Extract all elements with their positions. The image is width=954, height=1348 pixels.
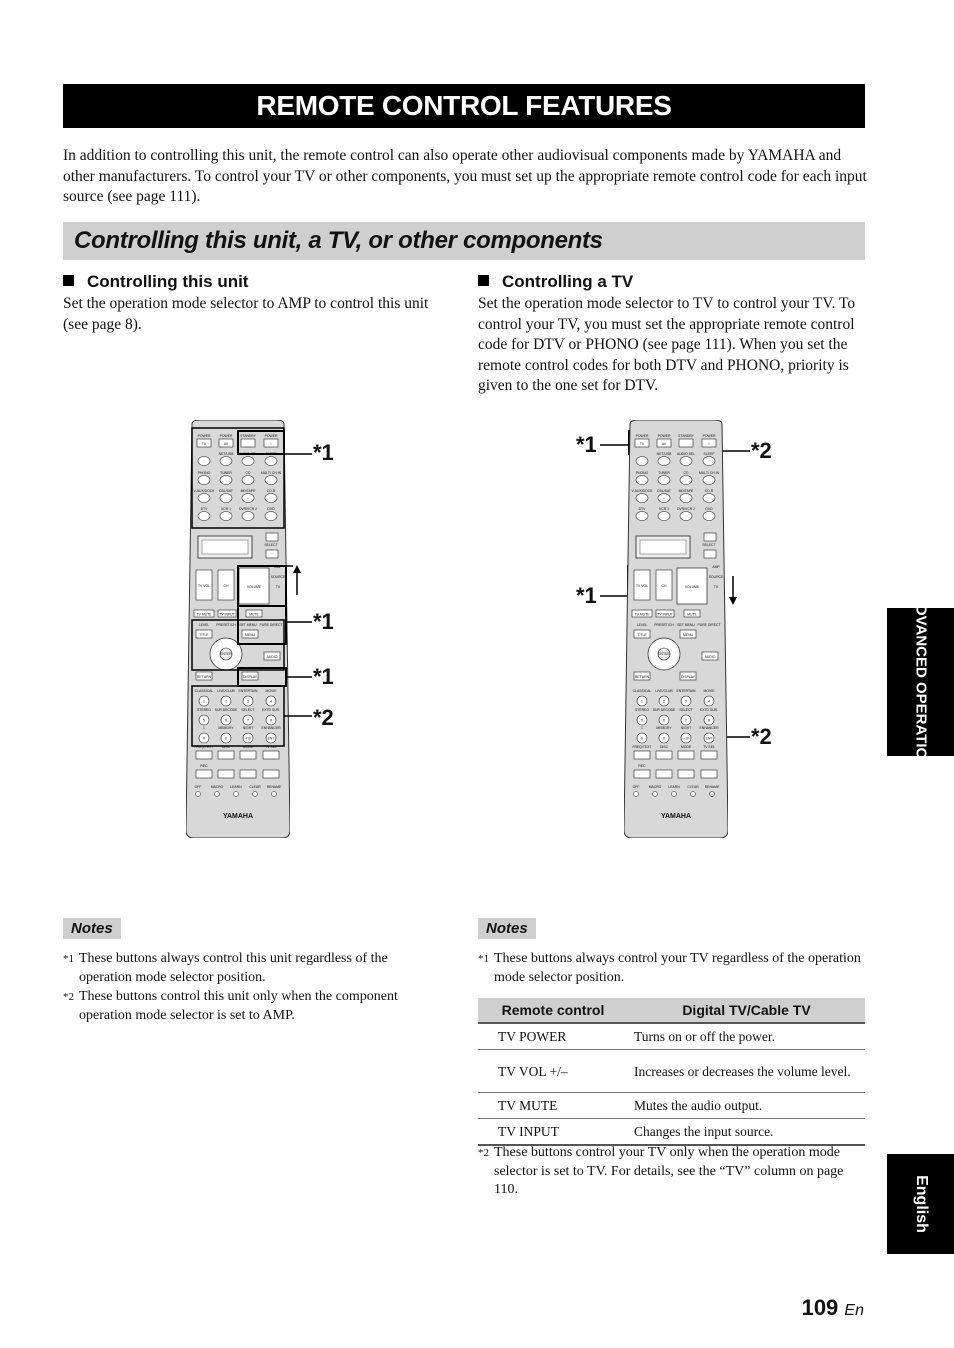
remote-button [634, 751, 650, 759]
remote-label: LIVE/CLUB [655, 689, 673, 693]
table-row: TV MUTE Mutes the audio output. [478, 1093, 865, 1119]
remote-label: 9 [641, 736, 643, 741]
remote-button [218, 770, 234, 778]
note-right-1: *1 These buttons always control your TV regardless of the operation mode selector position. [478, 951, 861, 985]
remote-label: V-AUX/DOCK [631, 489, 653, 493]
remote-label: POWER [635, 434, 649, 438]
remote-label: LEARN [668, 785, 680, 789]
remote-label: NIGHT [680, 726, 692, 730]
remote-label: 7 [247, 718, 249, 723]
remote-label: PURE DIRECT [697, 623, 721, 627]
remote-label: CH [223, 584, 229, 588]
remote-label: PHONO [635, 471, 649, 475]
note-right-2: *2 These buttons control your TV only when the operation mode selector is set to TV. For details, see the “TV” column on page 110. [478, 1145, 844, 1197]
remote-button [196, 751, 212, 759]
remote-display-screen [202, 540, 248, 554]
remote-label: DISPLAY [242, 675, 258, 679]
remote-label: REC [200, 764, 208, 768]
callout-right-1: *1 [576, 432, 597, 457]
side-tab-advanced-operation: ADVANCED OPERATION [887, 608, 954, 756]
remote-label: DVD [705, 507, 713, 511]
remote-label: PRESET/CH [216, 623, 236, 627]
remote-button [272, 792, 277, 797]
remote-label: LEVEL [636, 623, 648, 627]
remote-button [263, 770, 279, 778]
remote-label: SUR.DECODE [214, 708, 238, 712]
remote-label: CD-R [704, 489, 714, 493]
remote-label: 1 [641, 699, 643, 704]
remote-label: CBL/SAT [219, 489, 233, 493]
remote-label: +10 [683, 736, 689, 741]
intro-paragraph: In addition to controlling this unit, the remote control can also operate other audiovisual components made by YAMAHA and other manufacturers. To control your TV or other components, you must set up the appropriate remote control code for each input source (see page 111). [63, 147, 867, 205]
remote-button [234, 792, 239, 797]
remote-label: ENHANCER [699, 726, 719, 730]
remote-label: ENTER [220, 652, 232, 656]
remote-button [220, 512, 232, 521]
remote-button [265, 457, 277, 466]
remote-label: MULTI CH IN [260, 471, 282, 475]
remote-button [198, 494, 210, 503]
remote-label: 1 [203, 726, 205, 730]
remote-label: RETURN [634, 675, 650, 679]
remote-label: 0 [663, 736, 665, 741]
remote-button [701, 751, 717, 759]
remote-button [703, 476, 715, 485]
notes-label-right: Notes [478, 918, 536, 939]
callout-right-2: *2 [751, 438, 772, 463]
remote-label: PHONO [197, 471, 211, 475]
remote-label: 3 [685, 699, 687, 704]
remote-label: MUTE [687, 612, 697, 617]
remote-button [701, 770, 717, 778]
remote-label: MEMORY [218, 726, 234, 730]
callout-right-4: *2 [751, 724, 772, 749]
remote-button [198, 476, 210, 485]
remote-button [636, 512, 648, 521]
remote-label: 6 [663, 718, 665, 723]
remote-label: MD/TAPE [240, 489, 256, 493]
remote-label: LIVE/CLUB [217, 689, 235, 693]
remote-label: SOURCE [708, 575, 724, 579]
remote-label: FREQ/TEXT [194, 745, 214, 749]
remote-button [218, 751, 234, 759]
callout-right-3: *1 [576, 583, 597, 608]
remote-label: MD/TAPE [678, 489, 694, 493]
remote-label: SET MENU [239, 623, 257, 627]
remote-label: SET MENU [677, 623, 695, 627]
remote-display-screen [640, 540, 686, 554]
remote-label: 5 [641, 718, 643, 723]
remote-label: EXTD SUR. [261, 708, 281, 712]
remote-label: 8 [708, 718, 710, 723]
section-title: Controlling this unit, a TV, or other components [63, 222, 865, 260]
remote-label: DTV [200, 507, 208, 511]
remote-label: POWER [657, 434, 671, 438]
remote-label: TV VOL [635, 584, 649, 588]
remote-label: 9 [203, 736, 205, 741]
remote-label: NIGHT [242, 726, 254, 730]
remote-button [678, 770, 694, 778]
remote-label: ENTERTAIN [676, 689, 696, 693]
remote-label: VCR 1 [659, 507, 669, 511]
remote-label: MODE [242, 745, 254, 749]
remote-button [672, 792, 677, 797]
left-body: Set the operation mode selector to AMP to control this unit (see page 8). [63, 295, 429, 333]
remote-button [703, 457, 715, 466]
callout-left-2: *1 [313, 609, 334, 634]
page-title: REMOTE CONTROL FEATURES [63, 84, 865, 128]
remote-label: SOURCE [270, 575, 286, 579]
remote-label: 5 [203, 718, 205, 723]
remote-label: TV [201, 442, 207, 446]
remote-label: LEVEL [198, 623, 210, 627]
remote-button [636, 476, 648, 485]
remote-label: CD [245, 471, 251, 475]
remote-label: TV MUTE [196, 612, 212, 617]
remote-button [710, 792, 715, 797]
remote-function-table [478, 998, 865, 1146]
remote-label: PURE DIRECT [259, 623, 283, 627]
remote-label: FREQ/TEXT [632, 745, 652, 749]
remote-label: MOVIE [703, 689, 715, 693]
remote-label: 2 [663, 699, 665, 704]
table-header: Remote control [478, 998, 628, 1023]
remote-button [634, 792, 639, 797]
remote-label: 1 [641, 726, 643, 730]
remote-label: PRESET/CH [654, 623, 674, 627]
remote-label: V-AUX/DOCK [193, 489, 215, 493]
remote-button [242, 457, 254, 466]
table-row: TV VOL +/– Increases or decreases the volume level. [478, 1050, 865, 1093]
remote-label: DISPLAY [680, 675, 696, 679]
remote-label: TUNER [658, 471, 670, 475]
remote-label: DVR/VCR 2 [676, 507, 696, 511]
remote-button [691, 792, 696, 797]
callout-left-4: *2 [313, 705, 334, 730]
remote-button [653, 792, 658, 797]
callout-left-3: *1 [313, 664, 334, 689]
remote-button [658, 457, 670, 466]
remote-control-drawing [624, 420, 728, 838]
remote-label: DISC [221, 745, 231, 749]
remote-button [703, 512, 715, 521]
remote-label: TV VOL [197, 584, 211, 588]
remote-label: ENHANCER [261, 726, 281, 730]
remote-label: POWER [197, 434, 211, 438]
remote-label: SELECT [241, 708, 255, 712]
remote-label: CD [683, 471, 689, 475]
remote-button [241, 439, 255, 447]
remote-illustration-left [186, 420, 290, 838]
remote-button [658, 494, 670, 503]
remote-button [680, 457, 692, 466]
remote-label: DVD [267, 507, 275, 511]
remote-label: 1 [203, 699, 205, 704]
remote-label: STANDBY [240, 434, 256, 438]
remote-button [263, 751, 279, 759]
remote-button [240, 751, 256, 759]
remote-label: VOLUME [246, 585, 262, 589]
remote-label: NET/USB [218, 452, 234, 456]
remote-label: NET/USB [656, 452, 672, 456]
remote-label: OFF [194, 785, 202, 789]
remote-label: ENT [267, 736, 275, 741]
remote-label: SELECT [264, 543, 278, 547]
remote-label: DTV [638, 507, 646, 511]
remote-label: TV SEL [703, 745, 715, 749]
remote-label: RETURN [196, 675, 212, 679]
remote-label: 4 [708, 699, 710, 704]
remote-label: 8 [270, 718, 272, 723]
remote-label: AUDIO SEL [676, 452, 696, 456]
remote-label: 0 [225, 736, 227, 741]
remote-label: AUDIO SEL [238, 452, 258, 456]
remote-label: MULTI CH IN [698, 471, 720, 475]
remote-label: +10 [245, 736, 251, 741]
remote-label: TITLE [637, 633, 647, 637]
remote-label: EXTD SUR. [699, 708, 719, 712]
remote-button [196, 770, 212, 778]
remote-label: MOVIE [265, 689, 277, 693]
remote-label: SUR.DECODE [652, 708, 676, 712]
remote-label: AMP [712, 565, 720, 569]
remote-label: POWER [702, 434, 716, 438]
remote-label: SELECT [679, 708, 693, 712]
remote-label: AUDIO [704, 655, 716, 659]
remote-label: TITLE [199, 633, 209, 637]
table-header: Digital TV/Cable TV [628, 998, 865, 1023]
remote-label: TV MUTE [634, 612, 650, 617]
remote-button [680, 512, 692, 521]
remote-label: OFF [632, 785, 640, 789]
remote-button [658, 476, 670, 485]
remote-label: VCR 1 [221, 507, 231, 511]
remote-label: DVR/VCR 2 [238, 507, 258, 511]
remote-button [679, 439, 693, 447]
remote-label: STANDBY [678, 434, 694, 438]
remote-button [242, 494, 254, 503]
remote-button [240, 770, 256, 778]
callout-left-1: *1 [313, 440, 334, 465]
remote-label: TUNER [220, 471, 232, 475]
remote-button [634, 770, 650, 778]
remote-label: 7 [685, 718, 687, 723]
remote-label: I [708, 442, 710, 446]
remote-button [266, 550, 278, 558]
remote-button [265, 494, 277, 503]
remote-button [220, 457, 232, 466]
remote-label: LEARN [230, 785, 242, 789]
remote-label: I [270, 442, 272, 446]
remote-label: CLEAR [249, 785, 261, 789]
remote-button [678, 751, 694, 759]
remote-button [704, 533, 716, 541]
remote-label: TV INPUT [219, 612, 235, 617]
left-heading: Controlling this unit [63, 272, 248, 292]
remote-button [215, 792, 220, 797]
remote-label: MACRO [210, 785, 224, 789]
remote-label: SELECT [702, 543, 716, 547]
remote-button [636, 457, 648, 466]
table-row: TV POWER Turns on or off the power. [478, 1023, 865, 1050]
remote-label: STEREO [197, 708, 211, 712]
right-heading: Controlling a TV [478, 272, 633, 292]
remote-label: SLEEP [703, 452, 715, 456]
remote-button [198, 457, 210, 466]
remote-button [242, 476, 254, 485]
remote-label: MENU [245, 633, 255, 637]
remote-label: 6 [225, 718, 227, 723]
remote-label: RENAME [704, 785, 720, 789]
remote-label: ENTERTAIN [238, 689, 258, 693]
remote-label: AV [661, 442, 667, 446]
remote-label: RENAME [266, 785, 282, 789]
remote-button [220, 476, 232, 485]
side-tab-english: English [887, 1154, 954, 1254]
remote-button [658, 512, 670, 521]
remote-button [656, 770, 672, 778]
remote-label: TV [275, 585, 281, 589]
remote-label: MENU [683, 633, 693, 637]
remote-label: MACRO [648, 785, 662, 789]
remote-label: TV SEL [265, 745, 277, 749]
notes-label-left: Notes [63, 918, 121, 939]
page-number: 109 En [801, 1295, 864, 1320]
remote-label: CLASSICAL [194, 689, 214, 693]
remote-button [220, 494, 232, 503]
remote-button [636, 494, 648, 503]
remote-label: REC [638, 764, 646, 768]
remote-label: SLEEP [265, 452, 277, 456]
remote-label: CLEAR [687, 785, 699, 789]
right-body: Set the operation mode selector to TV to control your TV. To control your TV, you must set the appropriate remote control code for DTV or PHONO (see page 111). When you set the remote control codes for both DTV and PHONO, priority is given to the one set for DTV. [478, 295, 856, 394]
remote-button [242, 512, 254, 521]
remote-button [253, 792, 258, 797]
remote-control-drawing [186, 420, 290, 838]
remote-label: AUDIO [266, 655, 278, 659]
remote-label: CD-R [266, 489, 276, 493]
note-left-2: *2 These buttons control this unit only when the component operation mode selector is set to AMP. [63, 989, 398, 1023]
remote-label: 3 [247, 699, 249, 704]
remote-label: 2 [225, 699, 227, 704]
remote-button [680, 494, 692, 503]
note-left-1: *1 These buttons always control this unit regardless of the operation mode selector position. [63, 951, 388, 985]
remote-button [198, 512, 210, 521]
remote-button [656, 751, 672, 759]
remote-label: TV [639, 442, 645, 446]
remote-button [265, 512, 277, 521]
remote-button [265, 476, 277, 485]
remote-label: MEMORY [656, 726, 672, 730]
remote-label: TV [713, 585, 719, 589]
remote-label: CLASSICAL [632, 689, 652, 693]
remote-brand-logo: YAMAHA [660, 813, 692, 820]
remote-button [266, 533, 278, 541]
remote-label: DISC [659, 745, 669, 749]
remote-label: VOLUME [684, 585, 700, 589]
remote-label: POWER [264, 434, 278, 438]
remote-label: TV INPUT [657, 612, 673, 617]
remote-label: CBL/SAT [657, 489, 671, 493]
remote-label: AMP [274, 565, 282, 569]
remote-brand-logo: YAMAHA [222, 813, 254, 820]
remote-label: MODE [680, 745, 692, 749]
remote-illustration-right [624, 420, 728, 838]
remote-button [680, 476, 692, 485]
remote-button [703, 494, 715, 503]
remote-label: CH [661, 584, 667, 588]
remote-label: MUTE [249, 612, 259, 617]
table-row: TV INPUT Changes the input source. [478, 1119, 865, 1146]
remote-label: POWER [219, 434, 233, 438]
remote-label: AV [223, 442, 229, 446]
remote-button [704, 550, 716, 558]
remote-label: ENT [705, 736, 713, 741]
remote-label: ENTER [658, 652, 670, 656]
remote-label: 4 [270, 699, 272, 704]
remote-button [196, 792, 201, 797]
remote-label: STEREO [635, 708, 649, 712]
